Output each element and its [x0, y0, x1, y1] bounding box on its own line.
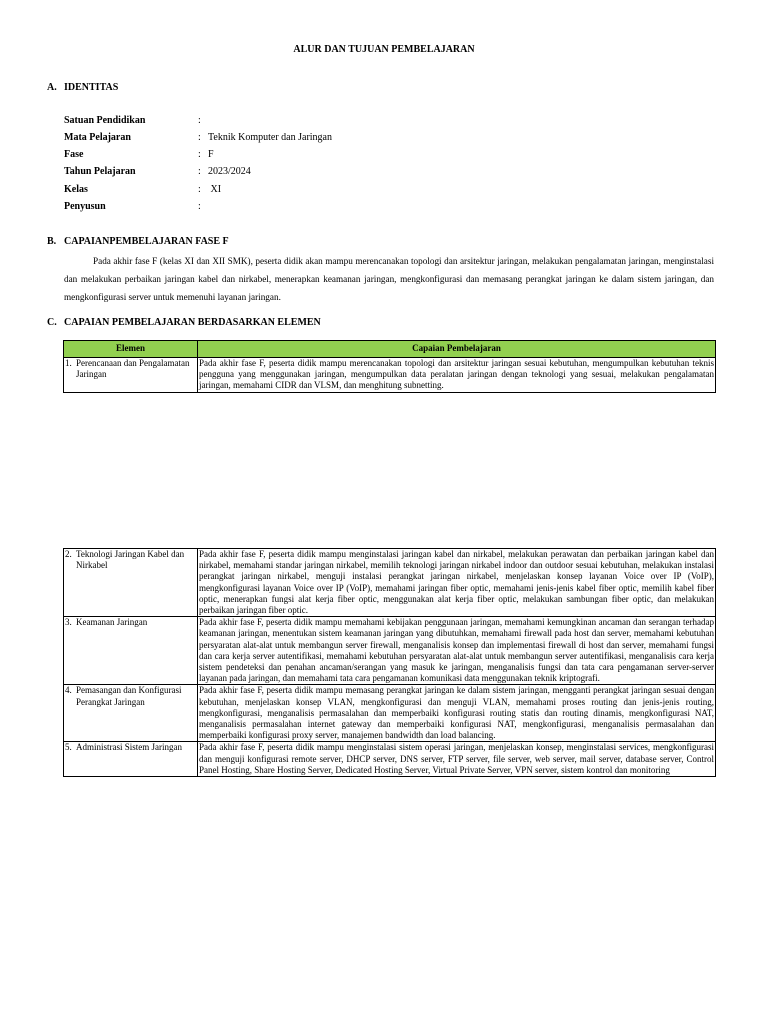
identity-label: Tahun Pelajaran: [64, 166, 136, 177]
section-b-letter: B.: [47, 236, 57, 247]
table-row: [64, 358, 716, 393]
identity-value: XI: [208, 184, 222, 195]
elemen-name: Keamanan Jaringan: [76, 617, 148, 628]
capaian-cell: Pada akhir fase F, peserta didik mampu memasang perangkat jaringan ke dalam sistem jaringan, mengganti perangkat jaringan sesuai dengan kebutuhan, menjelaskan konsep VLAN, mengkonfigurasi dan menguji VLAN, memahami proses routing dan jenis-jenis routing, mengkonfigurasi, menganalisis permasalahan dan memperbaiki konfigurasi routing statis dan routing dinamis, mengkonfigurasi NAT, menganalisis permasalahan internet gateway dan memperbaiki konfigurasi NAT, mengkonfigurasi, menganalisis permasalahan dan memperbaiki konfigurasi proxy server, manajemen bandwidth dan load balancing.: [199, 685, 714, 741]
elemen-name: Administrasi Sistem Jaringan: [76, 742, 182, 753]
elemen-cell: [64, 549, 198, 617]
identity-colon: :: [198, 132, 201, 143]
section-b-heading: [47, 236, 229, 247]
identity-colon: :: [198, 115, 201, 126]
section-c-letter: C.: [47, 317, 57, 328]
identity-label: Penyusun: [64, 201, 106, 212]
identity-label: Kelas: [64, 184, 88, 195]
capaian-cell: Pada akhir fase F, peserta didik mampu menginstalasi sistem operasi jaringan, menjelaskan konsep, menginstalasi services, mengkonfigurasi dan menguji konfigurasi remote server, DHCP server, DNS server, FTP server, file server, web server, mail server, database server, Control Panel Hosting, Share Hosting Server, Dedicated Hosting Server, Virtual Private Server, VPN server, sistem kontrol dan monitoring: [199, 742, 714, 775]
identity-colon: :: [198, 184, 201, 195]
identity-value: F: [208, 149, 214, 160]
table-row: [64, 617, 716, 685]
row-number: 4.: [65, 685, 72, 696]
elemen-cell: [64, 358, 198, 393]
identity-row-fase: [64, 148, 214, 162]
section-a-heading: [47, 82, 118, 93]
document-title: ALUR DAN TUJUAN PEMBELAJARAN: [293, 44, 475, 55]
row-number: 1.: [65, 358, 72, 368]
identity-row-kelas: [64, 183, 221, 197]
row-number: 5.: [65, 742, 72, 753]
capaian-table-page1: [63, 340, 716, 393]
capaian-cell: Pada akhir fase F, peserta didik mampu menginstalasi jaringan kabel dan nirkabel, melakukan perawatan dan perbaikan jaringan kabel dan nirkabel, memahami standar jaringan nirkabel, memilih teknologi jaringan nirkabel indoor dan outdoor sesuai kebutuhan, melakukan instalasi perangkat jaringan nirkabel, menguji instalasi perangkat jaringan nirkabel, menjelaskan konsep layanan Voice over IP (VoIP), mengkonfigurasi layanan Voice over IP (VoIP), memahami jaringan fiber optic, memahami jenis-jenis kabel fiber optic, memilih kabel fiber optic, menerapkan fungsi alat kerja fiber optic, menggunakan alat kerja fiber optic, melakukan sambungan fiber optic, dan melakukan perbaikan jaringan fiber optic.: [199, 549, 714, 616]
row-number: 3.: [65, 617, 72, 628]
section-c-heading: [47, 317, 321, 328]
elemen-name: Pemasangan dan Konfigurasi Perangkat Jaringan: [76, 685, 182, 707]
identity-value: Teknik Komputer dan Jaringan: [208, 132, 332, 143]
identity-row-satuan: [64, 114, 208, 128]
elemen-name: Perencanaan dan Pengalamatan Jaringan: [76, 358, 190, 380]
table-row: [64, 685, 716, 742]
table-row: [64, 549, 716, 617]
identity-row-mapel: [64, 131, 332, 145]
table-header-row: [64, 341, 716, 358]
capaian-table-page2: [63, 548, 716, 777]
capaian-cell: Pada akhir fase F, peserta didik mampu merencanakan topologi dan arsitektur jaringan sesuai kebutuhan, mengumpulkan kebutuhan teknis pengguna yang menggunakan jaringan, mengumpulkan data peralatan jaringan dengan teknologi yang sesuai, melakukan pengalamatan jaringan, memahami CIDR dan VLSM, dan menghitung subnetting.: [199, 358, 714, 391]
section-a-title: IDENTITAS: [64, 82, 119, 93]
column-header-elemen: Elemen: [64, 341, 198, 358]
section-b-paragraph-text: Pada akhir fase F (kelas XI dan XII SMK), peserta didik akan mampu merencanakan topologi dan arsitektur jaringan, melakukan pengalamatan jaringan, menginstalasi dan melakukan perbaikan jaringan kabel dan nirkabel, menerapkan keamanan jaringan, mengkonfigurasi dan memasang perangkat jaringan ke dalam sistem jaringan, dan mengkonfigurasi server untuk memenuhi layanan jaringan.: [64, 256, 714, 302]
section-c-title: CAPAIAN PEMBELAJARAN BERDASARKAN ELEMEN: [64, 317, 321, 328]
identity-colon: :: [198, 201, 201, 212]
elemen-cell: [64, 617, 198, 685]
capaian-cell: Pada akhir fase F, peserta didik mampu memahami kebijakan penggunaan jaringan, memahami kemungkinan ancaman dan serangan terhadap keamanan jaringan, menentukan sistem keamanan jaringan yang dibutuhkan, memahami firewall pada host dan server, memahami kebutuhan persyaratan alat-alat untuk membangun server firewall, menganalisis konsep dan implementasi firewall di host dan server, memahami fungsi dan cara kerja server autentifikasi, memahami kebutuhan persyaratan alat-alat untuk membangun server autentifikasi, menganalisis cara kerja sistem pendeteksi dan penahan ancaman/serangan yang masuk ke jaringan, menganalisis fungsi dan tata cara pengamanan server-server layanan pada jaringan, dan memahami tata cara pengamanan komunikasi data menggunakan teknik kriptografi.: [199, 617, 714, 684]
identity-row-penyusun: [64, 200, 208, 214]
elemen-cell: [64, 742, 198, 777]
section-b-paragraph: [64, 252, 714, 306]
identity-label: Fase: [64, 149, 84, 160]
identity-colon: :: [198, 149, 201, 160]
section-b-title: CAPAIANPEMBELAJARAN FASE F: [64, 236, 229, 247]
identity-colon: :: [198, 166, 201, 177]
section-a-letter: A.: [47, 82, 57, 93]
row-number: 2.: [65, 549, 72, 559]
elemen-cell: [64, 685, 198, 742]
elemen-name: Teknologi Jaringan Kabel dan Nirkabel: [76, 549, 185, 571]
identity-value: 2023/2024: [208, 166, 251, 177]
table-row: [64, 742, 716, 777]
column-header-capaian: Capaian Pembelajaran: [198, 341, 716, 358]
identity-label: Satuan Pendidikan: [64, 115, 146, 126]
identity-label: Mata Pelajaran: [64, 132, 131, 143]
identity-row-tahun: [64, 165, 251, 179]
